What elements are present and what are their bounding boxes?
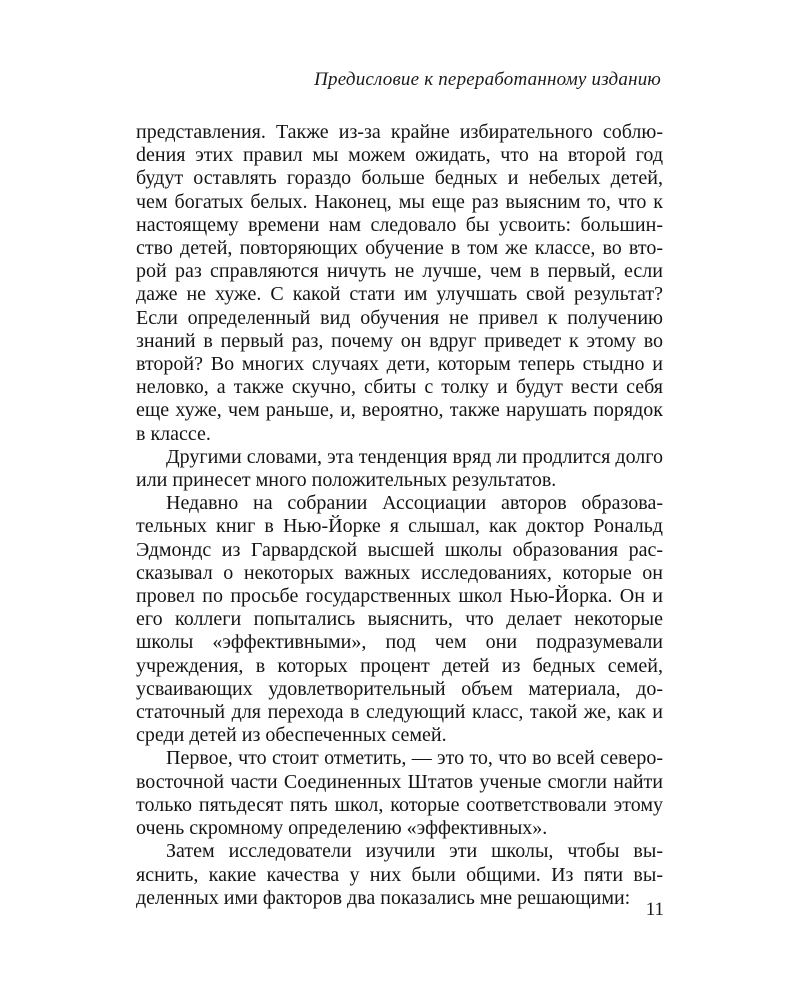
body-text xyxy=(136,121,663,910)
page-number: 11 xyxy=(645,899,664,920)
paragraph: Первое, что стоит отметить, — это то, что во всей северо-восточной части Соединенных Штатов ученые смогли найти только пятьдесят пять школ, которые соответствовали этому очень скромному определению «эффективных». xyxy=(136,747,663,840)
paragraph: Недавно на собрании Ассоциации авторов образовательных книг в Нью-Йорке я слышал, как доктор Рональд Эдмондс из Гарвардской высшей школы образования рассказывал о некоторых важных исследованиях, которые он провел по просьбе государственных школ Нью-Йорка. Он и его коллеги попытались выяснить, что делает некоторые школы «эффективными», под чем они подразумевали учреждения, в которых процент детей из бедных семей, усваивающих удовлетворительный объем материала, достаточный для перехода в следующий класс, такой же, как и среди детей из обеспеченных семей. xyxy=(136,492,663,747)
paragraph: Затем исследователи изучили эти школы, чтобы выяснить, какие качества у них были общими. Из пяти выделенных ими факторов два показались мне решающими: xyxy=(136,840,663,909)
running-header: Предисловие к переработанному изданию xyxy=(314,69,661,90)
paragraph-continuation: представления. Также из-за крайне избирательного соблюdения этих правил мы можем ожидать, что на второй год будут оставлять гораздо больше бедных и небелых детей, чем богатых белых. Наконец, мы еще раз выясним то, что к настоящему времени нам следовало бы усвоить: большинство детей, повторяющих обучение в том же классе, во второй раз справляются ничуть не лучше, чем в первый, если даже не хуже. С какой стати им улучшать свой результат? Если определенный вид обучения не привел к получению знаний в первый раз, почему он вдруг приведет к этому во второй? Во многих случаях дети, которым теперь стыдно и неловко, а также скучно, сбиты с толку и будут вести себя еще хуже, чем раньше, и, вероятно, также нарушать порядок в классе. xyxy=(136,121,663,445)
paragraph: Другими словами, эта тенденция вряд ли продлится долго или принесет много положительных результатов. xyxy=(136,445,663,492)
